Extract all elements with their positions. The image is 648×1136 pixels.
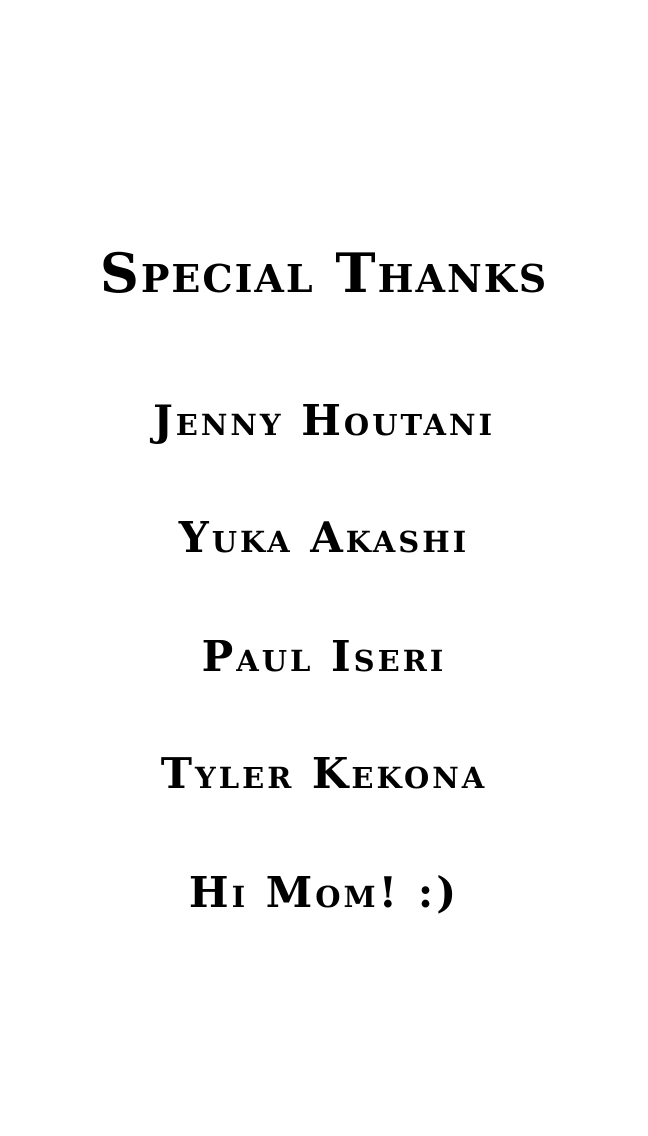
- credit-name: Paul Iseri: [201, 632, 447, 681]
- credit-name: Jenny Houtani: [152, 396, 496, 445]
- credit-name: Tyler Kekona: [160, 749, 488, 798]
- credits-title: Special Thanks: [99, 241, 549, 305]
- credit-message: Hi Mom! :): [188, 868, 460, 917]
- credit-name: Yuka Akashi: [178, 513, 470, 562]
